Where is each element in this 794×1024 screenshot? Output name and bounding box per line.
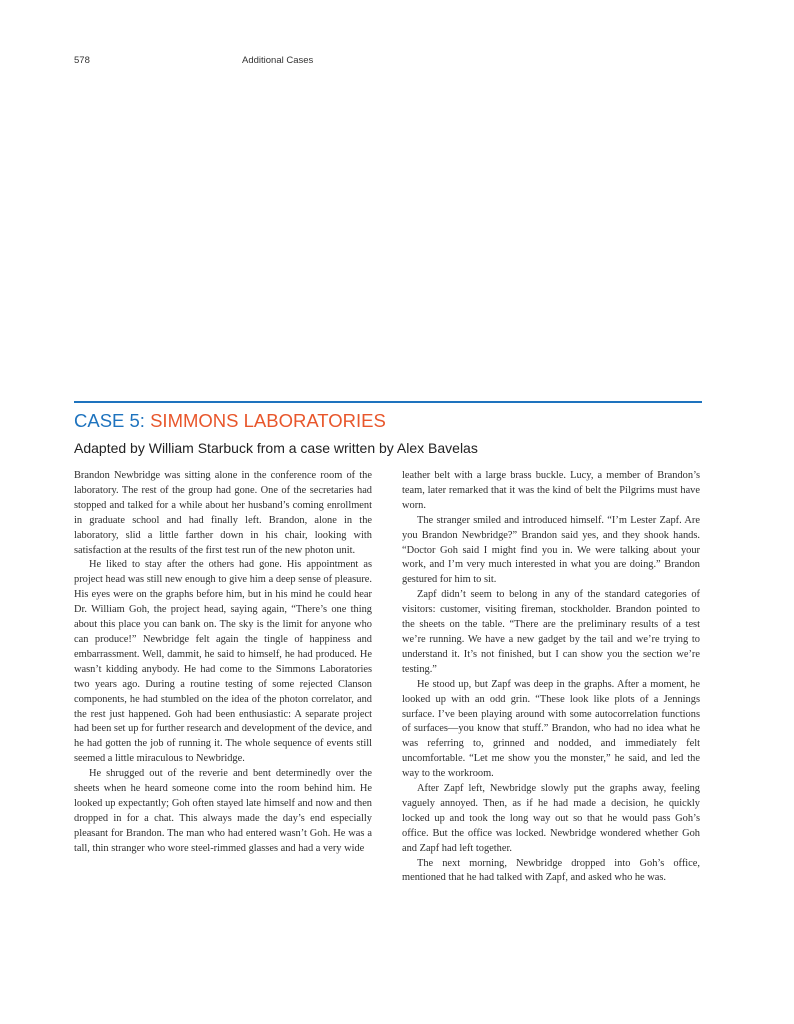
paragraph: The stranger smiled and introduced himself. “I’m Lester Zapf. Are you Brandon Newbridge?” Brandon said yes, and they shook hands. “Doctor Goh said I might find you in. We were talking about your work, and I’m very much interested in what you are doing.” Brandon gestured for him to sit. bbox=[402, 514, 700, 586]
left-column bbox=[74, 469, 372, 857]
case-title-rule bbox=[74, 401, 702, 403]
running-head: Additional Cases bbox=[242, 55, 314, 66]
paragraph: He liked to stay after the others had gone. His appointment as project head was still new enough to give him a deep sense of pleasure. His eyes were on the graphs before him, but in his mind he could hear Dr. William Goh, the project head, saying again, “There’s one thing about this place you can bank on. The sky is the limit for anyone who can produce!” Newbridge felt again the tingle of happiness and embarrassment. Well, dammit, he said to himself, he had produced. He wasn’t kidding anybody. He had come to the Simmons Laboratories two years ago. During a routine testing of some rejected Clanson components, he had stumbled on the idea of the photon correlator, and the rest just happened. Goh had been enthusiastic: A separate project had been set up for further research and development of the device, and he had gotten the job of running it. The whole sequence of events still seemed a little miraculous to Newbridge. bbox=[74, 559, 372, 765]
paragraph: The next morning, Newbridge dropped into Goh’s office, mentioned that he had talked with Zapf, and asked who he was. bbox=[402, 857, 700, 884]
page-number: 578 bbox=[74, 55, 90, 66]
right-column bbox=[402, 469, 700, 886]
paragraph: After Zapf left, Newbridge slowly put the graphs away, feeling vaguely annoyed. Then, as if he had made a decision, he quickly locked up and took the long way out so that he would pass Goh’s office. But the office was locked. Newbridge wondered whether Goh and Zapf had left together. bbox=[402, 783, 700, 854]
case-name: SIMMONS LABORATORIES bbox=[150, 410, 386, 431]
paragraph: leather belt with a large brass buckle. Lucy, a member of Brandon’s team, later remarked that it was the kind of belt the Pilgrims must have worn. bbox=[402, 470, 700, 511]
paragraph: Brandon Newbridge was sitting alone in the conference room of the laboratory. The rest of the group had gone. One of the secretaries had stopped and talked for a while about her husband’s coming enrollment in graduate school and had finally left. Brandon, alone in the laboratory, slid a little farther down in his chair, looking with satisfaction at the results of the first test run of the new photon unit. bbox=[74, 470, 372, 556]
paragraph: Zapf didn’t seem to belong in any of the standard categories of visitors: customer, visiting fireman, stockholder. Brandon pointed to the sheets on the table. “There are the preliminary results of a test we’re running. We have a new gadget by the tail and we’re trying to understand it. It’s not finished, but I can show you the section we’re testing.” bbox=[402, 589, 700, 675]
paragraph: He shrugged out of the reverie and bent determinedly over the sheets when he heard someone come into the room behind him. He looked up expectantly; Goh often stayed late himself and now and then dropped in for a chat. This always made the day’s end especially pleasant for Brandon. The man who had entered wasn’t Goh. He was a tall, thin stranger who wore steel-rimmed glasses and had a very wide bbox=[74, 768, 372, 854]
paragraph: He stood up, but Zapf was deep in the graphs. After a moment, he looked up with an odd grin. “These look like plots of a Jennings surface. I’ve been playing around with some autocorrelation functions of surfaces—you know that stuff.” Brandon, who had no idea what he was referring to, grinned and nodded, and immediately felt uncomfortable. “Let me show you the monster,” he said, and led the way to the workroom. bbox=[402, 678, 700, 780]
case-title bbox=[74, 410, 386, 432]
case-subtitle: Adapted by William Starbuck from a case written by Alex Bavelas bbox=[74, 440, 478, 456]
page-header bbox=[74, 55, 720, 71]
case-label: CASE 5: bbox=[74, 410, 145, 431]
